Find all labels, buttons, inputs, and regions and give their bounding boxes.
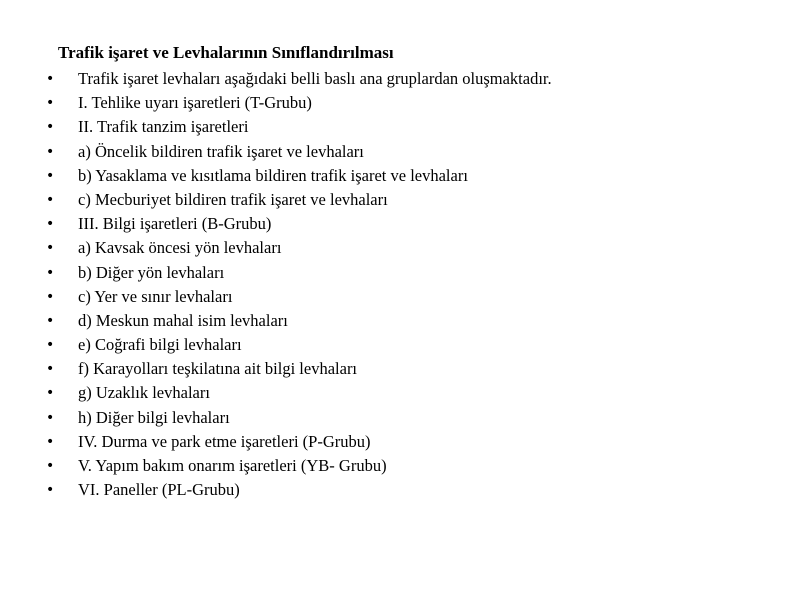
- bullet-icon: •: [46, 409, 55, 426]
- list-item-text: b) Diğer yön levhaları: [78, 262, 225, 282]
- bullet-icon: •: [46, 216, 55, 233]
- bullet-icon: •: [46, 385, 55, 402]
- list-item-text: c) Mecburiyet bildiren trafik işaret ve levhaları: [78, 189, 388, 209]
- bullet-icon: •: [46, 312, 55, 329]
- bullet-icon: •: [46, 264, 55, 281]
- bullet-icon: •: [46, 288, 55, 305]
- list-item-text: a) Kavsak öncesi yön levhaları: [78, 238, 282, 258]
- bullet-icon: •: [46, 337, 55, 354]
- list-item-text: VI. Paneller (PL-Grubu): [78, 480, 240, 500]
- list-item-text: b) Yasaklama ve kısıtlama bildiren trafik işaret ve levhaları: [78, 165, 468, 185]
- list-item-text: h) Diğer bilgi levhaları: [78, 407, 230, 427]
- bullet-icon: •: [46, 119, 55, 136]
- list-item-text: d) Meskun mahal isim levhaları: [78, 310, 288, 330]
- bullet-icon: •: [46, 433, 55, 450]
- bullet-icon: •: [46, 191, 55, 208]
- list-item-text: f) Karayolları teşkilatına ait bilgi levhaları: [78, 359, 358, 379]
- bullet-icon: •: [46, 143, 55, 160]
- bullet-icon: •: [46, 95, 55, 112]
- list-item-text: Trafik işaret levhaları aşağıdaki belli baslı ana gruplardan oluşmaktadır.: [78, 69, 552, 88]
- list-item-text: V. Yapım bakım onarım işaretleri (YB- Grubu): [78, 456, 387, 475]
- list-item-text: g) Uzaklık levhaları: [78, 383, 210, 403]
- bullet-icon: •: [46, 240, 55, 257]
- list-item-text: a) Öncelik bildiren trafik işaret ve levhaları: [78, 141, 364, 161]
- list-item-text: I. Tehlike uyarı işaretleri (T-Grubu): [78, 93, 312, 113]
- bullet-icon: •: [46, 361, 55, 378]
- bullet-icon: •: [46, 71, 55, 87]
- list-item-text: c) Yer ve sınır levhaları: [78, 286, 233, 306]
- bullet-icon: •: [46, 458, 55, 474]
- list-item-text: III. Bilgi işaretleri (B-Grubu): [78, 214, 272, 234]
- bullet-icon: •: [46, 482, 55, 499]
- list-item-text: IV. Durma ve park etme işaretleri (P-Grubu): [78, 431, 371, 451]
- bullet-icon: •: [46, 167, 55, 184]
- list-item-text: II. Trafik tanzim işaretleri: [78, 117, 249, 137]
- slide-title: Trafik işaret ve Levhalarının Sınıflandırılması: [58, 43, 394, 62]
- list-item-text: e) Coğrafi bilgi levhaları: [78, 335, 242, 355]
